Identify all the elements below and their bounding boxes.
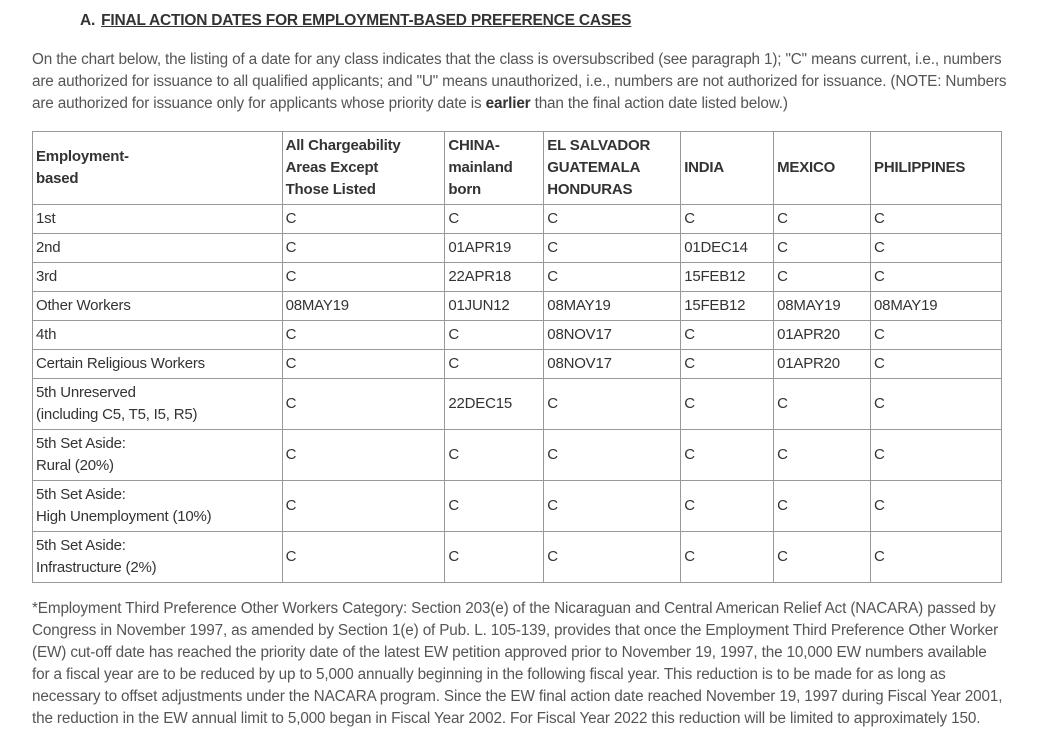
date-cell: 22APR18 — [445, 263, 544, 292]
date-cell: 08MAY19 — [544, 292, 681, 321]
date-cell: C — [445, 532, 544, 583]
row-label — [33, 379, 283, 430]
date-cell: C — [544, 430, 681, 481]
row-label-line: High Unemployment (10%) — [36, 508, 212, 525]
date-cell: C — [871, 263, 1002, 292]
intro-bold-earlier: earlier — [485, 95, 531, 112]
column-header — [544, 132, 681, 205]
row-label — [33, 205, 283, 234]
date-cell: C — [871, 234, 1002, 263]
table-row — [33, 379, 1002, 430]
footnote-paragraph: *Employment Third Preference Other Workers Category: Section 203(e) of the Nicaraguan and Central American Relief Act (NACARA) passed by Congress in November 1997, as amended by Section 1(e) of Pub. L. 105-139, provides that once the Employment Third Preference Other Worker (EW) cut-off date has reached the priority date of the latest EW petition approved prior to November 19, 1997, the 10,000 EW numbers available for a fiscal year are to be reduced by up to 5,000 annually beginning in the following fiscal year. This reduction is to be made for as long as necessary to offset adjustments under the NACARA program. Since the EW final action date reached November 19, 1997 during Fiscal Year 2001, the reduction in the EW annual limit to 5,000 began in Fiscal Year 2002. For Fiscal Year 2022 this reduction will be limited to approximately 150. — [32, 600, 1003, 727]
row-label-line: 2nd — [36, 239, 61, 256]
date-cell: C — [681, 205, 774, 234]
date-cell: 01DEC14 — [681, 234, 774, 263]
final-action-dates-table — [32, 131, 1002, 583]
date-cell: C — [871, 532, 1002, 583]
date-cell: C — [774, 263, 871, 292]
row-label — [33, 532, 283, 583]
table-row — [33, 481, 1002, 532]
column-header-line: CHINA- — [448, 137, 500, 154]
column-header-line: born — [448, 181, 481, 198]
column-header-line: MEXICO — [777, 159, 836, 176]
date-cell: 08NOV17 — [544, 321, 681, 350]
column-header-line: based — [36, 170, 79, 187]
date-cell: C — [282, 481, 445, 532]
row-label — [33, 263, 283, 292]
date-cell: C — [282, 205, 445, 234]
row-label — [33, 292, 283, 321]
column-header-line: Areas Except — [285, 159, 379, 176]
date-cell: C — [544, 263, 681, 292]
date-cell: C — [445, 481, 544, 532]
row-label-line: Rural (20%) — [36, 457, 114, 474]
date-cell: C — [774, 234, 871, 263]
column-header-line: GUATEMALA — [547, 159, 641, 176]
date-cell: C — [774, 481, 871, 532]
date-cell: C — [774, 205, 871, 234]
date-cell: 01APR20 — [774, 350, 871, 379]
column-header — [282, 132, 445, 205]
table-body — [33, 205, 1002, 583]
date-cell: C — [681, 481, 774, 532]
date-cell: C — [445, 321, 544, 350]
row-label-line: 5th Set Aside: — [36, 486, 126, 503]
date-cell: C — [871, 350, 1002, 379]
date-cell: C — [871, 321, 1002, 350]
date-cell: C — [544, 379, 681, 430]
date-cell: 08MAY19 — [871, 292, 1002, 321]
table-row — [33, 532, 1002, 583]
date-cell: 01APR19 — [445, 234, 544, 263]
column-header-line: INDIA — [684, 159, 725, 176]
date-cell: C — [681, 321, 774, 350]
table-header-row — [33, 132, 1002, 205]
table-row — [33, 350, 1002, 379]
table-row — [33, 263, 1002, 292]
date-cell: C — [871, 205, 1002, 234]
date-cell: 22DEC15 — [445, 379, 544, 430]
date-cell: C — [544, 532, 681, 583]
row-label-line: (including C5, T5, I5, R5) — [36, 406, 198, 423]
date-cell: C — [871, 481, 1002, 532]
date-cell: C — [282, 321, 445, 350]
intro-paragraph — [32, 49, 1007, 115]
date-cell: C — [544, 205, 681, 234]
table-row — [33, 430, 1002, 481]
table-row — [33, 321, 1002, 350]
row-label-line: 5th Set Aside: — [36, 537, 126, 554]
date-cell: C — [282, 379, 445, 430]
date-cell: C — [544, 234, 681, 263]
column-header — [774, 132, 871, 205]
row-label-line: 3rd — [36, 268, 58, 285]
column-header — [445, 132, 544, 205]
date-cell: C — [445, 430, 544, 481]
column-header-line: PHILIPPINES — [874, 159, 966, 176]
date-cell: C — [282, 532, 445, 583]
date-cell: C — [871, 430, 1002, 481]
column-header-line: Those Listed — [285, 181, 376, 198]
row-label-line: 1st — [36, 210, 56, 227]
row-label — [33, 234, 283, 263]
date-cell: C — [544, 481, 681, 532]
row-label-line: 5th Set Aside: — [36, 435, 126, 452]
date-cell: C — [282, 430, 445, 481]
row-label-line: Infrastructure (2%) — [36, 559, 157, 576]
date-cell: C — [282, 263, 445, 292]
column-header-line: EL SALVADOR — [547, 137, 651, 154]
date-cell: C — [774, 532, 871, 583]
column-header-line: mainland — [448, 159, 513, 176]
column-header — [681, 132, 774, 205]
date-cell: 15FEB12 — [681, 292, 774, 321]
column-header — [871, 132, 1002, 205]
intro-text-before: On the chart below, the listing of a date for any class indicates that the class is oversubscribed (see paragraph 1); "C" means current, i.e., numbers are authorized for issuance to all qualified applicants; and "U" means unauthorized, i.e., numbers are not authorized for issuance. (NOTE: Numbers are authorized for issuance only for applicants whose priority date is — [32, 51, 1007, 112]
date-cell: C — [445, 205, 544, 234]
row-label — [33, 430, 283, 481]
date-cell: 15FEB12 — [681, 263, 774, 292]
date-cell: C — [681, 532, 774, 583]
date-cell: C — [871, 379, 1002, 430]
section-title: FINAL ACTION DATES FOR EMPLOYMENT-BASED PREFERENCE CASES — [101, 12, 632, 29]
row-label-line: 5th Unreserved — [36, 384, 136, 401]
date-cell: 08NOV17 — [544, 350, 681, 379]
date-cell: 08MAY19 — [774, 292, 871, 321]
date-cell: C — [282, 234, 445, 263]
date-cell: C — [445, 350, 544, 379]
table-row — [33, 234, 1002, 263]
date-cell: 01JUN12 — [445, 292, 544, 321]
row-label-line: 4th — [36, 326, 57, 343]
date-cell: C — [681, 350, 774, 379]
date-cell: C — [681, 379, 774, 430]
section-heading — [80, 12, 631, 30]
date-cell: 01APR20 — [774, 321, 871, 350]
column-header-line: Employment- — [36, 148, 129, 165]
row-label-line: Certain Religious Workers — [36, 355, 205, 372]
table-row — [33, 292, 1002, 321]
column-header-line: All Chargeability — [285, 137, 401, 154]
column-header-category — [33, 132, 283, 205]
row-label — [33, 321, 283, 350]
row-label-line: Other Workers — [36, 297, 131, 314]
row-label — [33, 350, 283, 379]
intro-text-after: than the final action date listed below.) — [530, 95, 788, 112]
date-cell: C — [282, 350, 445, 379]
date-cell: C — [774, 430, 871, 481]
date-cell: 08MAY19 — [282, 292, 445, 321]
row-label — [33, 481, 283, 532]
date-cell: C — [774, 379, 871, 430]
date-cell: C — [681, 430, 774, 481]
section-letter: A. — [80, 12, 96, 29]
column-header-line: HONDURAS — [547, 181, 633, 198]
table-row — [33, 205, 1002, 234]
